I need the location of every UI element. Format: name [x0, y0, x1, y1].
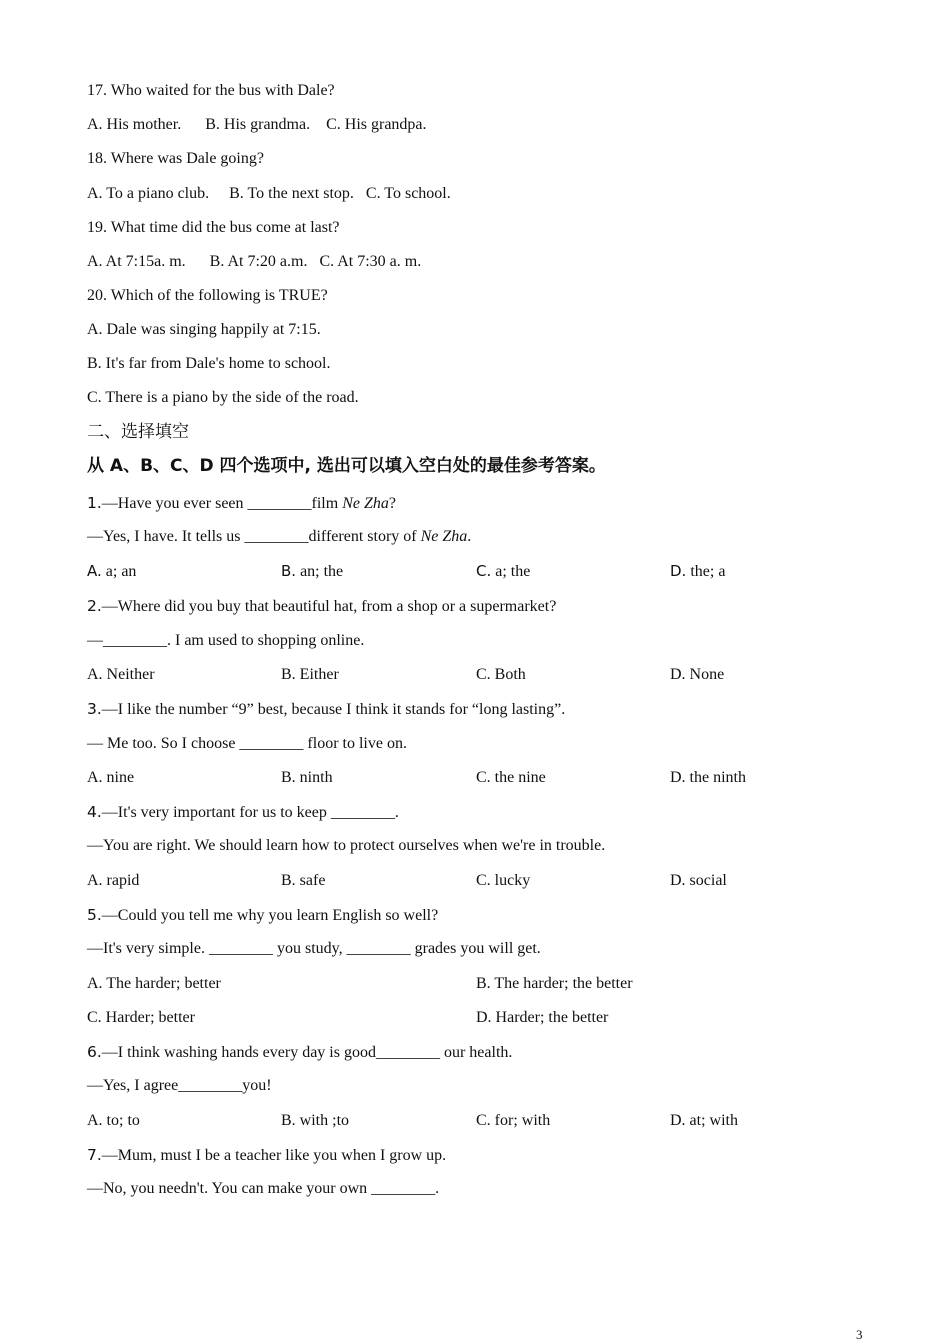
- question-20-option-a: A. Dale was singing happily at 7:15.: [87, 321, 321, 338]
- answer-text-italic: Ne Zha: [420, 528, 468, 545]
- question-number: 7.: [87, 1146, 102, 1164]
- option-letter: B.: [281, 562, 297, 580]
- question-2-option-d: D. None: [670, 666, 725, 683]
- question-text: —Mum, must I be a teacher like you when I grow up.: [101, 1147, 447, 1164]
- page-number: 3: [856, 1327, 863, 1342]
- question-number: 1.: [87, 494, 102, 512]
- question-2-option-c: C. Both: [476, 666, 526, 683]
- option-text: a; the: [491, 563, 531, 580]
- question-number: 5.: [87, 906, 102, 924]
- question-6-option-b: B. with ;to: [281, 1112, 350, 1129]
- question-3-option-c: C. the nine: [476, 769, 546, 786]
- question-text: —Have you ever seen ________film: [101, 495, 343, 512]
- question-4-option-a: A. rapid: [87, 872, 140, 889]
- option-text: a; an: [101, 563, 137, 580]
- question-20-option-b: B. It's far from Dale's home to school.: [87, 355, 331, 372]
- question-18-options: A. To a piano club. B. To the next stop. C. To school.: [87, 185, 451, 202]
- question-number: 3.: [87, 700, 102, 718]
- question-5-option-d: D. Harder; the better: [476, 1009, 609, 1026]
- question-text-italic: Ne Zha: [342, 495, 389, 512]
- section-instruction: 从 A、B、C、D 四个选项中, 选出可以填入空白处的最佳参考答案。: [87, 456, 606, 476]
- question-number: 4.: [87, 803, 102, 821]
- question-20-option-c: C. There is a piano by the side of the road.: [87, 389, 359, 406]
- question-3-line-2: — Me too. So I choose ________ floor to live on.: [87, 735, 407, 752]
- option-letter: D.: [670, 562, 687, 580]
- question-17-stem: 17. Who waited for the bus with Dale?: [87, 82, 335, 99]
- question-4-option-d: D. social: [670, 872, 727, 889]
- question-2-line-2: —________. I am used to shopping online.: [87, 632, 365, 649]
- question-5-option-b: B. The harder; the better: [476, 975, 633, 992]
- question-number: 2.: [87, 597, 102, 615]
- option-letter: A.: [87, 562, 102, 580]
- question-1-option-b: [281, 561, 343, 582]
- question-3-line-1: [87, 699, 565, 720]
- question-5-line-2: —It's very simple. ________ you study, ________ grades you will get.: [87, 940, 541, 957]
- question-1-line-1: [87, 493, 396, 514]
- question-1-option-a: [87, 561, 136, 582]
- question-2-option-b: B. Either: [281, 666, 339, 683]
- question-17-options: A. His mother. B. His grandma. C. His grandpa.: [87, 116, 427, 133]
- question-1-line-2: [87, 527, 471, 547]
- question-2-option-a: A. Neither: [87, 666, 155, 683]
- answer-text: —Yes, I have. It tells us ________different story of: [87, 528, 421, 545]
- question-1-option-d: [670, 561, 725, 582]
- question-4-option-b: B. safe: [281, 872, 326, 889]
- question-text: —I like the number “9” best, because I think it stands for “long lasting”.: [101, 701, 566, 718]
- question-7-line-1: [87, 1145, 446, 1166]
- question-19-options: A. At 7:15a. m. B. At 7:20 a.m. C. At 7:30 a. m.: [87, 253, 422, 270]
- question-2-line-1: [87, 596, 556, 617]
- question-6-line-2: —Yes, I agree________you!: [87, 1077, 272, 1094]
- question-5-line-1: [87, 905, 438, 926]
- section-title: 二、选择填空: [87, 422, 189, 442]
- question-4-option-c: C. lucky: [476, 872, 531, 889]
- option-text: the; a: [686, 563, 726, 580]
- question-6-line-1: [87, 1042, 512, 1063]
- question-number: 6.: [87, 1043, 102, 1061]
- option-text: an; the: [296, 563, 344, 580]
- question-5-option-c: C. Harder; better: [87, 1009, 195, 1026]
- question-text: —It's very important for us to keep ________.: [101, 804, 399, 821]
- question-3-option-d: D. the ninth: [670, 769, 746, 786]
- question-3-option-a: A. nine: [87, 769, 135, 786]
- question-1-option-c: [476, 561, 530, 582]
- question-20-stem: 20. Which of the following is TRUE?: [87, 287, 328, 304]
- question-19-stem: 19. What time did the bus come at last?: [87, 219, 340, 236]
- question-6-option-c: C. for; with: [476, 1112, 551, 1129]
- question-4-line-1: [87, 802, 399, 823]
- question-4-line-2: —You are right. We should learn how to protect ourselves when we're in trouble.: [87, 837, 606, 854]
- answer-text: .: [467, 528, 472, 545]
- question-3-option-b: B. ninth: [281, 769, 333, 786]
- option-letter: C.: [476, 562, 492, 580]
- question-7-line-2: —No, you needn't. You can make your own ________.: [87, 1180, 440, 1197]
- question-18-stem: 18. Where was Dale going?: [87, 150, 264, 167]
- question-6-option-d: D. at; with: [670, 1112, 738, 1129]
- question-text: —I think washing hands every day is good________ our health.: [101, 1044, 513, 1061]
- question-text: —Where did you buy that beautiful hat, from a shop or a supermarket?: [101, 598, 557, 615]
- question-text: —Could you tell me why you learn English so well?: [101, 907, 439, 924]
- question-5-option-a: A. The harder; better: [87, 975, 221, 992]
- question-text: ?: [388, 495, 396, 512]
- question-6-option-a: A. to; to: [87, 1112, 140, 1129]
